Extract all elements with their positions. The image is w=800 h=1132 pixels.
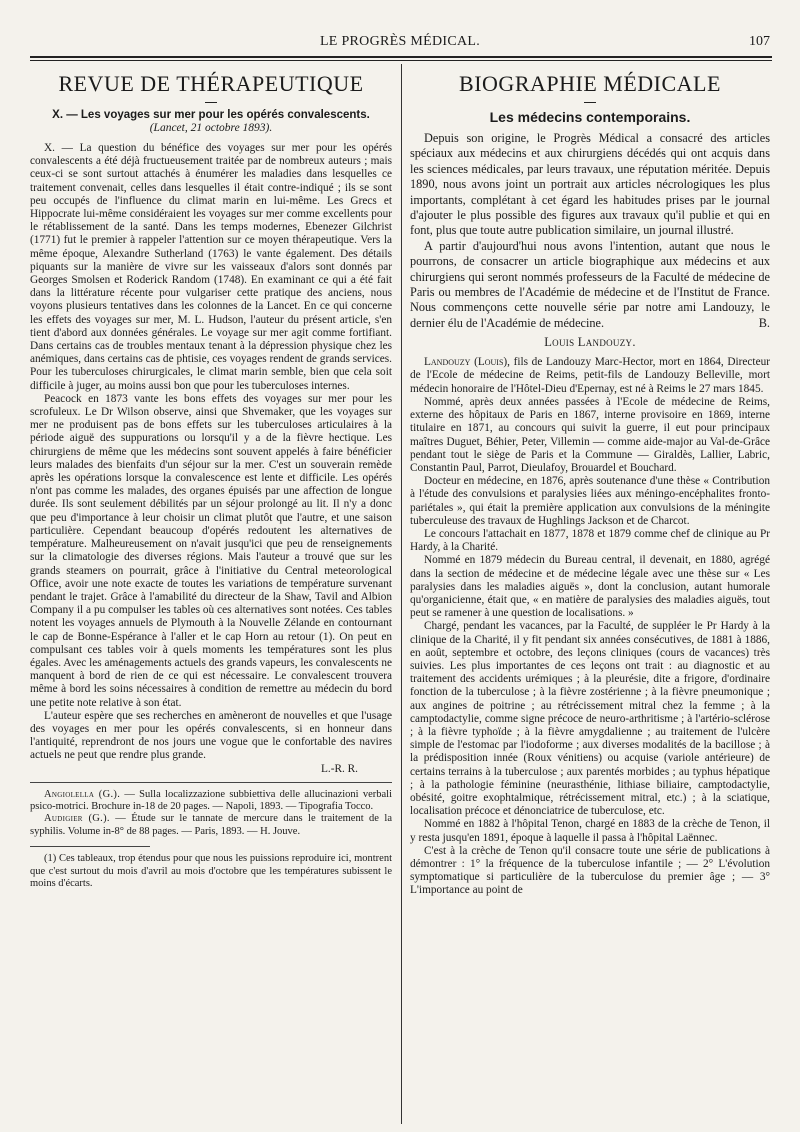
section-subtitle: Les médecins contemporains. — [489, 109, 691, 125]
header-rule — [30, 56, 772, 61]
article-paragraph: L'auteur espère que ses recherches en amèneront de nouvelles et que l'usage des voyages en mer pour les opérés convalescents, si en honneur dans l'antiquité, reprendront de nos jours une vogue que le confortable des navires actuels ne peut que rendre plus grande. — [30, 709, 392, 762]
article-heading-text: X. — Les voyages sur mer pour les opérés convalescents. — [52, 109, 370, 121]
biography-paragraph: Docteur en médecine, en 1876, après soutenance d'une thèse « Contribution à l'étude des convulsions et paralysies liées aux méningo-encéphalites fronto-pariétales », qui était la première application aux convulsions de la méningite tuberculeuse des travaux de Hughlings Jackson et de Charcot. — [410, 475, 770, 527]
article-source: (Lancet, 21 octobre 1893). — [149, 122, 273, 134]
biography-name-text: Louis Landouzy. — [544, 335, 636, 350]
biography-paragraph: Chargé, pendant les vacances, par la Faculté, de suppléer le Pr Hardy à la clinique de la Charité, il y fit pendant six années consécutives, de 1881 à 1886, en août, septembre et octobre, des leçons cliniques (cours de vacances) très suivies. Les plus importantes de ces leçons ont trait : au diagnostic et au traitement des accidents urémiques ; à la pleurésie, dite a frigore, d'ordinaire fonction de la tuberculose ; à la fièvre zostérienne ; à la fièvre pneumonique ; aux angines de poitrine ; au rétrécissement mitral chez la femme ; à la camptodactylie, comme signe précoce de neuro-arthritisme ; à l'artério-sclérose ; à la fièvre typhoïde ; à la fièvre amygdalienne ; au traitement de l'ulcère simple de l'estomac par l'iodoforme ; aux diverses modalités de la bacillose ; à la prédisposition innée (Roux vénitiens) ou acquise (variole antérieure) de certains terrains à la tuberculose ; aux parentés morbides ; au typhus hépatique ; à la pathologie féminine (neurasthénie, lithiase biliaire, camptodactylie, obésité, goitre exophtalmique, rétrécissement mitral, etc.) ; à la sciatique, localisation précoce et dénonciatrice de tuberculose, etc. — [410, 620, 770, 818]
biography-paragraph: Nommé en 1879 médecin du Bureau central, il devenait, en 1880, agrégé dans la section de médecine et de médecine légale avec une thèse sur « Les paralysies dans les maladies aiguës », dont la conclusion, autant humorale qu'organicienne, était que, « en matière de paralysies des maladies aiguës, tout peut se ramener à une question de localisations. » — [410, 554, 770, 620]
title-rule — [205, 102, 217, 103]
running-head — [30, 34, 770, 52]
biography-paragraph: Nommé, après deux années passées à l'Ecole de médecine de Reims, externe des hôpitaux de Paris en 1867, interne provisoire en 1869, interne titulaire en 1871, au concours qui suivit la guerre, il eut pour principaux maîtres Duguet, Béhier, Peter, Villemin — comme aide-major au Val-de-Grâce pendant tout le siège de Paris et la Commune — Giraldès, Lallier, Labric, Constantin Paul, Parrot, Dieulafoy, Brouardel et Bouchard. — [410, 395, 770, 474]
biography-name — [410, 335, 770, 350]
left-column — [30, 70, 392, 1130]
footnote: (1) Ces tableaux, trop étendus pour que nous les puissions reproduire ici, montrent que c'est surtout du mois d'avril au mois d'octobre que les températures subissent le moins d'écarts. — [30, 853, 392, 889]
article-paragraph: Peacock en 1873 vante les bons effets des voyages sur mer pour les scrofuleux. Le Dr Wilson observe, ainsi que Shvemaker, que les voyages sur mer ne produisent pas de bons effets sur les tuberculoses articulaires à la période aiguë des suppurations ou lorsqu'il y a de la fièvre hectique. Les chirurgiens de même que les médecins sont souvent appelés à faire bénéficier leurs malades des bienfaits d'un séjour sur la mer. C'est un souverain remède après les opérations lorsque la convalescence est lente et difficile. Les opérés n'ont pas comme les malades, des organes épuisés par une affection de longue durée. Ils sont seulement débilités par un séjour prolongé au lit. Il n'y a donc que peu d'importance à leur choisir un climat plutôt que l'autre, et une saison particulière. Cependant beaucoup d'opérés redoutent les alternatives de température. Malheureusement on n'avait jusqu'ici que peu de renseignements sur la climatologie des diverses régions. Mais l'auteur a trouvé que sur les grands steamers on pourrait, grâce à l'initiative du Central meteorological Office, avoir une note exacte de toutes les variations de température survenant pendant le trajet. Grâce à l'amabilité du directeur de la Shaw, Tavil and Albion Company il a pu compulser les tables où ces alternatives sont notées. Ces tables notent les voyages annuels de Plymouth à la Nouvelle Zélande en contournant le cap de Bonne-Espérance à l'aller et le cap Horn au retour (1). On peut en compulsant ces tables voir à quels moments les températures sont les plus égales. Avec les aménagements actuels des grands vapeurs, les convalescents ne manquent à bord de rien de ce qui est nécessaire. Le convalescent trouvera même à bord les soins nécessaires à condition de remettre au médecin du bord une petite note relative à son état. — [30, 392, 392, 709]
footnote-rule — [30, 846, 150, 847]
section-title-therapeutique: REVUE DE THÉRAPEUTIQUE — [58, 71, 364, 96]
bibliography-entry — [30, 813, 392, 838]
right-column — [410, 70, 770, 1130]
biography-paragraph: C'est à la crèche de Tenon qu'il consacre toute une série de publications à démontrer : 1° la fréquence de la tuberculose infantile ; — 2° L'évolution symptomatique si particulière de la tuberculose du premier âge ; — 3° L'importance au point de — [410, 844, 770, 897]
section-title-biographie: BIOGRAPHIE MÉDICALE — [459, 71, 721, 96]
article-heading — [36, 109, 386, 122]
title-rule — [584, 102, 596, 103]
column-rule — [401, 64, 402, 1124]
biography-paragraph: Le concours l'attachait en 1877, 1878 et 1879 comme chef de clinique au Pr Hardy, à la Charité. — [410, 527, 770, 554]
intro-paragraph: Depuis son origine, le Progrès Médical a consacré des articles spéciaux aux médecins et aux chirurgiens décédés qui ont acquis dans les sciences médicales, par leurs travaux, une réputation méritée. Depuis 1890, nous avons joint un portrait aux articles nécrologiques les plus importants, complétant à cet égard les habitudes prises par le journal d'ajouter le plus possible des figures aux travaux qu'il publie et qui en font, plus que toute autre publication similaire, un journal illustré. — [410, 131, 770, 238]
running-title: LE PROGRÈS MÉDICAL. — [319, 34, 481, 49]
bibliography-author: Angiolella (G.). — [44, 788, 121, 800]
intro-paragraph-text: A partir d'aujourd'hui nous avons l'intention, autant que nous le pourrons, de consacrer un article biographique aux médecins et aux chirurgiens qui seront nommés professeurs de la Faculté de médecine de Paris ou membres de l'Académie de médecine et de l'Institut de France. Nous commençons cette nouvelle série par notre ami Landouzy, le dernier élu de l'Académie de médecine. — [410, 238, 770, 330]
biography-paragraph — [410, 356, 770, 396]
bibliography-author: Audigier (G.). — [44, 813, 110, 825]
page-number: 107 — [749, 34, 770, 49]
biography-paragraph-text: fils de Landouzy Marc-Hector, mort en 1864, Directeur de l'Ecole de médecine de Reims, petit-fils de Landouzy Belleville, mort médecin honoraire de l'Hôtel-Dieu d'Epernay, est né à Reims le 27 mars 1845. — [410, 356, 770, 395]
biography-paragraph: Nommé en 1882 à l'hôpital Tenon, chargé en 1883 de la crèche de Tenon, il y resta jusqu'en 1891, époque à laquelle il passa à l'hôpital Laënnec. — [410, 818, 770, 844]
intro-signature: B. — [758, 315, 770, 330]
bibliography-rule — [30, 782, 392, 783]
bibliography-entry — [30, 789, 392, 814]
article-paragraph: X. — La question du bénéfice des voyages sur mer pour les opérés convalescents a été déjà fructueusement traitée par de nombreux auteurs ; mais ceux-ci se sont surtout attachés à énumérer les maladies dans lesquelles ce traitement convenait, celles dans lesquelles il était contre-indiqué ; ils se sont peu occupés de l'influence du climat marin en lui-même. Les Grecs et Hippocrate lui-même considéraient les voyages sur mer comme excellents pour le rétablissement de la santé. Dans les temps modernes, Ebenezer Gilchrist (1771) fut le premier à rappeler l'attention sur ce moyen thérapeutique. Vers la même époque, Alexandre Sutherland (1763) le vante également. Des détails piquants sur la manière de vivre sur les vaisseaux d'alors sont donnés par Georges Smolsen et Roderick Random (1748). En examinant ce qui a été fait dans la littérature récente pour vulgariser cette pratique des anciens, nous voyons plusieurs tentatives dans les colonnes de la Lancet. En ce qui concerne les effets des voyages sur mer, M. L. Hudson, l'auteur du présent article, s'en tient d'abord aux données générales. Le voyage sur mer agit comme fortifiant. Dans certains cas de troubles mentaux tenant à la dépression physique chez les anémiques, dans certains cas de phtisie, ces voyages rendent de grands services. Pour les tuberculoses chirurgicales, le climat marin semble, bien que cela soit difficile à juger, au moins aussi bon que pour les tuberculoses internes. — [30, 142, 392, 392]
bibliography-text: — Sulla localizzazione subbiettiva delle allucinazioni verbali psico-motrici. Brochure in-18 de 20 pages. — Napoli, 1893. — Tipografia Tocco. — [30, 788, 392, 812]
article-signature: L.-R. R. — [320, 762, 358, 775]
bibliography-text: — Étude sur le tannate de mercure dans le traitement de la syphilis. Volume in-8° de 88 pages. — Paris, 1893. — H. Jouve. — [30, 813, 392, 837]
biography-lead: Landouzy (Louis), — [424, 356, 510, 369]
intro-paragraph — [410, 239, 770, 331]
